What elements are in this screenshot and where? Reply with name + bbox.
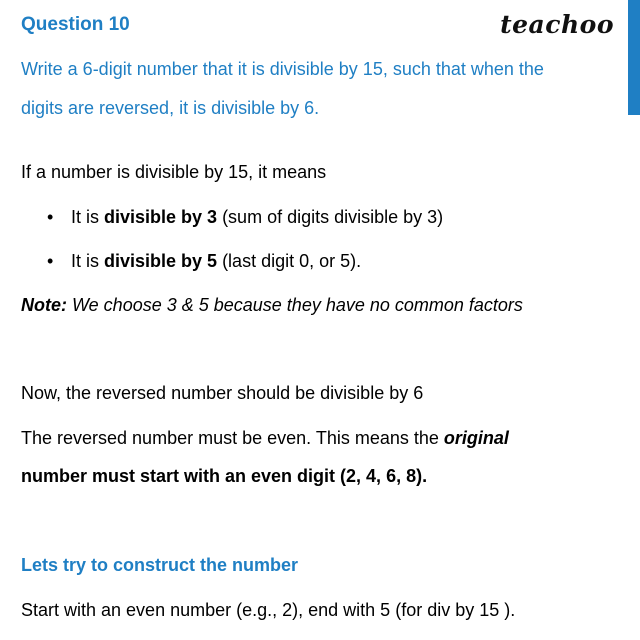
bullet-item bbox=[47, 206, 443, 228]
bullet-bold: divisible by 5 bbox=[104, 251, 218, 271]
note-text: We choose 3 & 5 because they have no common factors bbox=[67, 295, 523, 315]
even-line bbox=[21, 427, 509, 449]
start-line: Start with an even number (e.g., 2), end with 5 (for div by 15 ). bbox=[21, 600, 516, 620]
bullet-bold: divisible by 3 bbox=[104, 207, 218, 227]
bullet-dot-icon: • bbox=[47, 251, 54, 271]
bullet-dot-icon: • bbox=[47, 207, 54, 227]
bullet-pre: It is bbox=[71, 207, 105, 227]
bullet-pre: It is bbox=[71, 251, 105, 271]
even-line-2: number must start with an even digit (2, 4, 6, 8). bbox=[21, 466, 428, 486]
question-text-line-2: digits are reversed, it is divisible by 6. bbox=[21, 98, 320, 118]
question-title: Question 10 bbox=[21, 14, 130, 35]
bullet-post: (last digit 0, or 5). bbox=[217, 251, 362, 271]
even-line-emphasis: original bbox=[443, 428, 509, 448]
bullet-item bbox=[47, 250, 361, 272]
question-text-line-1: Write a 6-digit number that it is divisible by 15, such that when the bbox=[21, 59, 544, 79]
bullet-post: (sum of digits divisible by 3) bbox=[217, 207, 444, 227]
accent-bar bbox=[628, 0, 640, 115]
construct-heading: Lets try to construct the number bbox=[21, 555, 299, 575]
intro-text: If a number is divisible by 15, it means bbox=[21, 162, 327, 182]
even-line-text: The reversed number must be even. This means the bbox=[21, 428, 444, 448]
brand-logo: teachoo bbox=[500, 10, 614, 39]
note-label: Note: bbox=[21, 295, 67, 315]
note-line bbox=[21, 294, 523, 316]
reverse-line: Now, the reversed number should be divisible by 6 bbox=[21, 383, 424, 403]
